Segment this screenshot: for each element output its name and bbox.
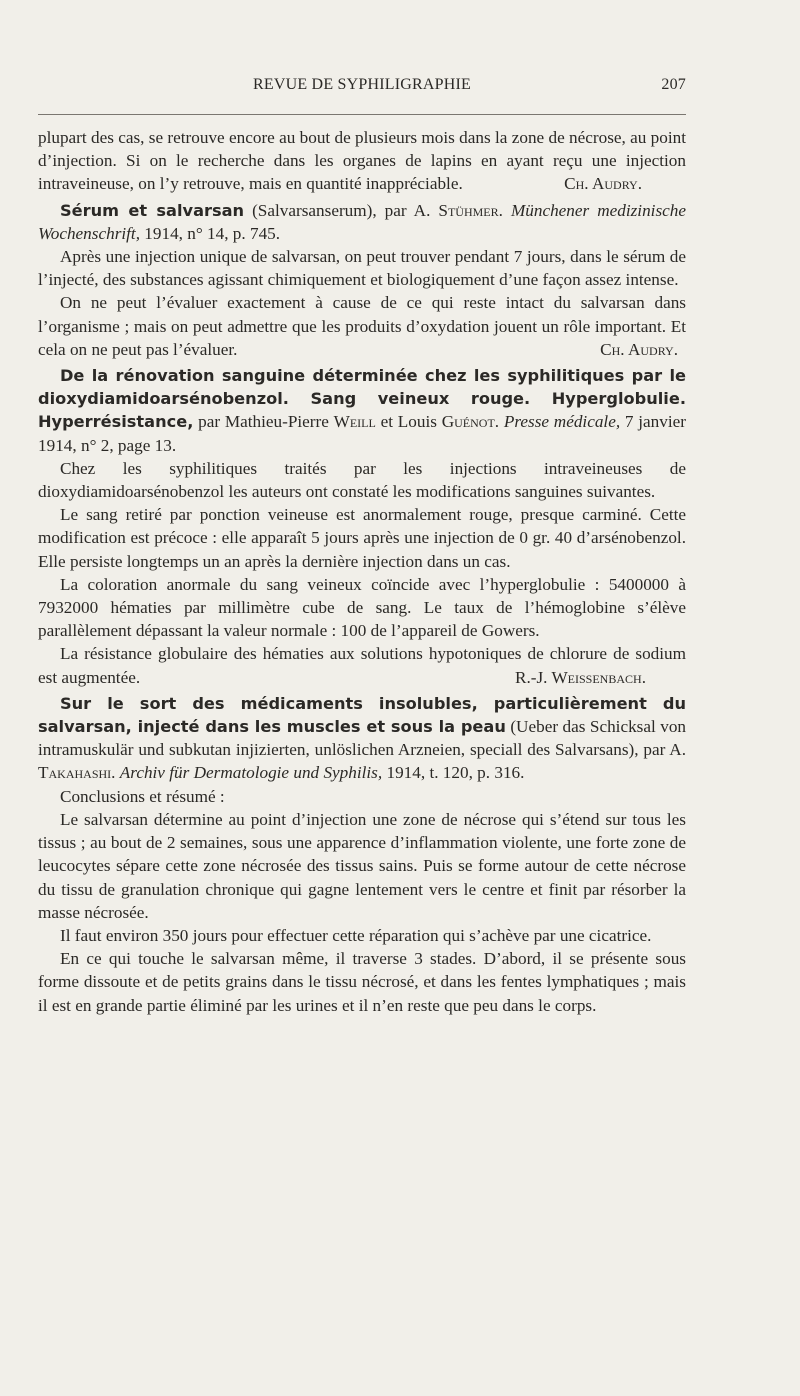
article1-continuation (38, 126, 686, 196)
article3-heading (38, 364, 686, 457)
article2-paragraph-2 (38, 291, 686, 361)
article3-paragraph-4-text: La résistance globulaire des hématies aux solutions hypotoniques de chlorure de sodium est augmentée. (38, 644, 686, 687)
article4-paragraph-4: En ce qui touche le salvarsan même, il traverse 3 stades. D’abord, il se présente sous forme dissoute et de petits grains dans le tissu nécrosé, et dans les fentes lymphatiques ; mais il est en grande partie éliminé par les urines et il n’en reste que peu dans le corps. (38, 949, 686, 1015)
article4-paragraph-3: Il faut environ 350 jours pour effectuer cette réparation qui s’achève par une cicatrice. (60, 925, 652, 945)
page-body (38, 126, 686, 1017)
article4-author: Takahashi (38, 763, 112, 783)
article2-paragraph-2-text: On ne peut l’évaluer exactement à cause de ce qui reste intact du salvarsan dans l’organisme ; mais on peut admettre que les produits d’oxydation jouent un rôle important. Et cela on ne peut pas l’évaluer. (38, 293, 686, 359)
article4-citation: 1914, t. 120, p. 316. (382, 763, 525, 783)
article4-separator: . (111, 763, 120, 783)
header-rule (38, 114, 686, 115)
article3-by: par Mathieu-Pierre (193, 412, 334, 432)
article1-text: plupart des cas, se retrouve encore au bout de plusieurs mois dans la zone de nécrose, au point d’injection. Si on le recherche dans les organes de lapins en ayant reçu une injection intraveineuse, on l’y retrouve, mais en quantité inappréciable. (38, 128, 686, 194)
article4-journal: Archiv für Dermatologie und Syphilis, (119, 763, 383, 783)
running-head (38, 76, 686, 100)
article2-title-rest: (Salvarsanserum), par A. (244, 200, 439, 220)
article4-paragraph-2: Le salvarsan détermine au point d’injection une zone de nécrose qui s’étend sur tous les tissus ; au bout de 2 semaines, sous une apparence d’inflammation violente, une forte zone de leucocytes sépare cette zone nécrosée des tissus sains. Puis se forme autour de cette nécrose du tissu de granulation chronique qui gagne lentement vers le centre et finit par résorber la masse nécrosée. (38, 809, 686, 922)
article4-title: Sur le sort des médicaments insolubles, particulièrement du salvarsan, injecté dans les muscles et sous la peau (38, 693, 686, 737)
article2-journal: Münchener medizinische Wochenschrift, (38, 200, 686, 243)
article2-citation: 1914, n° 14, p. 745. (140, 223, 281, 243)
article4-title-rest: (Ueber das Schicksal von intramuskulär und subkutan injizierten, unlöslichen Arzneien, speciall des Salvarsans), par A. (38, 717, 687, 760)
article3-journal: Presse médicale, (503, 412, 621, 432)
article3-paragraph-3: La coloration anormale du sang veineux coïncide avec l’hyperglobulie : 5400000 à 7932000 hématies par millimètre cube de sang. Le taux de l’hémoglobine s’élève parallèlement dépassant la valeur normale : 100 de l’appareil de Gowers. (38, 574, 686, 641)
article3-title: De la rénovation sanguine déterminée chez les syphilitiques par le dioxydiamidoarsénobenzol. Sang veineux rouge. Hyperglobulie. Hyperrésistance, (38, 366, 686, 432)
article3-signature: R.-J. Weissenbach. (515, 667, 646, 687)
article3-and: et Louis (375, 412, 442, 432)
article3-citation: 7 janvier 1914, n° 2, page 13. (38, 412, 686, 455)
article3-paragraph-1: Chez les syphilitiques traités par les injections intraveineuses de dioxydiamidoarsénobenzol les auteurs ont constaté les modifications sanguines suivantes. (38, 458, 686, 502)
article4-heading (38, 692, 686, 785)
article2-separator: . (498, 200, 511, 220)
article3-author-1: Weill (333, 412, 376, 432)
article2-paragraph-1: Après une injection unique de salvarsan, on peut trouver pendant 7 jours, dans le sérum de l’injecté, des substances agissant chimiquement et biologiquement d’une façon assez intense. (38, 247, 686, 290)
journal-title: REVUE DE SYPHILIGRAPHIE (253, 76, 471, 93)
article3-separator: . (494, 412, 504, 432)
article2-author: Stühmer (438, 200, 499, 220)
article2-signature: Ch. Audry. (600, 339, 678, 359)
article3-paragraph-2: Le sang retiré par ponction veineuse est anormalement rouge, presque carminé. Cette modification est précoce : elle apparaît 5 jours après une injection de 0 gr. 40 d’arsénobenzol. Elle persiste longtemps un an après la dernière injection dans un cas. (38, 505, 686, 571)
article4-paragraph-1: Conclusions et résumé : (60, 786, 225, 806)
article2-title: Sérum et salvarsan (60, 200, 245, 220)
page-number: 207 (661, 76, 686, 93)
article3-paragraph-4 (38, 642, 686, 688)
article2-heading (38, 199, 686, 245)
article1-signature: Ch. Audry. (564, 174, 642, 194)
article3-author-2: Guénot (441, 412, 495, 432)
